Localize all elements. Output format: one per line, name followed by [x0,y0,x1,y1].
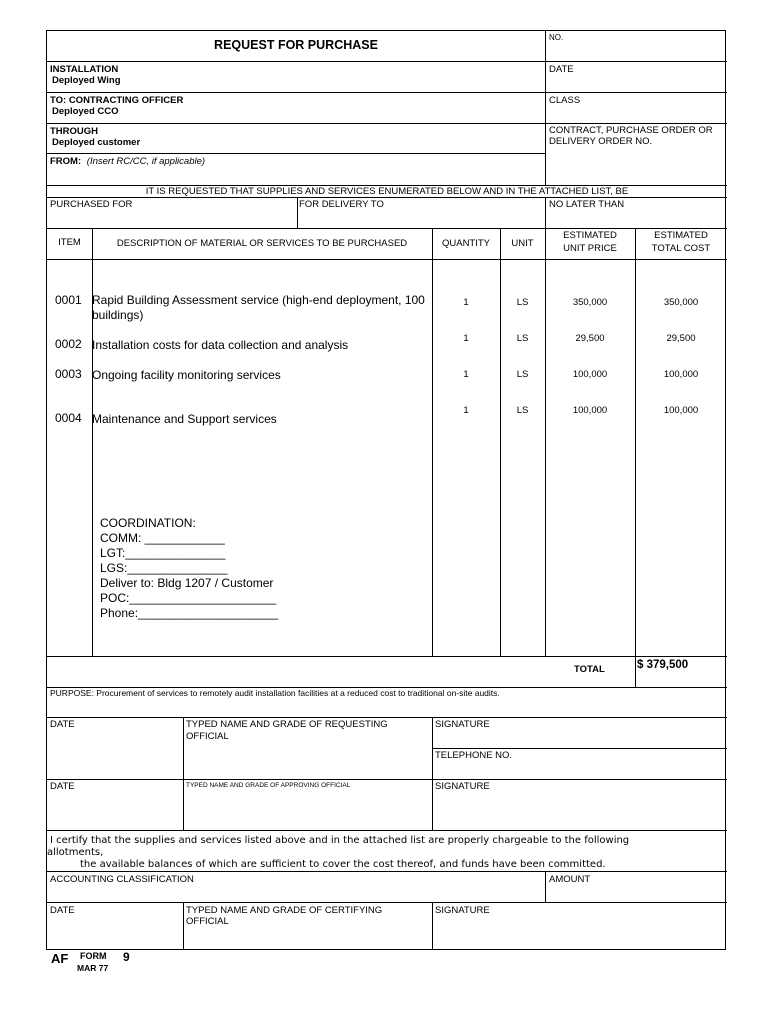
certify-signature-label: SIGNATURE [435,905,490,916]
item-unit-price: 100,000 [572,405,608,416]
item-number: 0002 [55,337,82,351]
request-date-label: DATE [50,719,75,730]
to-label: TO: CONTRACTING OFFICER [50,95,184,106]
item-description: Installation costs for data collection and analysis [92,338,349,352]
unit-column-header: UNIT [511,238,534,249]
item-total: 100,000 [663,369,699,380]
item-number: 0003 [55,367,82,381]
item-unit-price: 350,000 [572,297,608,308]
item-unit: LS [516,333,529,344]
approving-official-label: TYPED NAME AND GRADE OF APPROVING OFFICIAL [186,782,351,789]
coordination-comm[interactable]: COMM: ____________ [100,531,225,545]
unit-price-column-header: ESTIMATED [563,230,617,241]
row-divider [47,228,727,229]
requesting-official-label: TYPED NAME AND GRADE OF REQUESTING [186,719,388,730]
item-number: 0004 [55,411,82,425]
item-quantity: 1 [463,333,469,344]
row-divider [47,871,727,872]
purpose-text[interactable]: PURPOSE: Procurement of services to remotely audit installation facilities at a reduced cost to traditional on-site audits. [50,688,500,698]
coordination-poc[interactable]: POC:______________________ [100,591,277,605]
certification-text: the available balances of which are sufficient to cover the cost thereof, and funds have been committed. [80,859,606,870]
column-divider [635,228,636,656]
column-divider [545,228,546,656]
coordination-title: COORDINATION: [100,516,196,530]
contract-label: CONTRACT, PURCHASE ORDER OR [549,125,713,136]
to-value[interactable]: Deployed CCO [52,106,119,117]
row-divider [432,748,727,749]
coordination-lgt[interactable]: LGT:_______________ [100,546,226,560]
no-label: NO. [549,33,564,42]
row-divider [47,153,545,154]
item-unit-price: 100,000 [572,369,608,380]
accounting-classification-label: ACCOUNTING CLASSIFICATION [50,874,194,885]
coordination-lgs[interactable]: LGS:_______________ [100,561,228,575]
certification-text: allotments, [47,847,104,858]
request-signature-label: SIGNATURE [435,719,490,730]
contract-label: DELIVERY ORDER NO. [549,136,653,147]
column-divider [297,197,298,228]
item-quantity: 1 [463,405,469,416]
item-total: 350,000 [663,297,699,308]
column-divider [635,656,636,687]
total-label: TOTAL [574,664,605,675]
item-quantity: 1 [463,297,469,308]
column-divider [545,871,546,902]
total-cost-column-header: ESTIMATED [654,230,708,241]
total-cost-column-header: TOTAL COST [651,243,711,254]
column-divider [432,902,433,949]
row-divider [545,123,727,124]
item-quantity: 1 [463,369,469,380]
row-divider [47,123,545,124]
unit-price-column-header: UNIT PRICE [563,243,617,254]
row-divider [47,717,727,718]
item-total: 29,500 [666,333,696,344]
item-total: 100,000 [663,405,699,416]
column-divider [500,228,501,656]
certify-date-label: DATE [50,905,75,916]
certification-text: I certify that the supplies and services listed above and in the attached list are properly chargeable to the following [50,835,630,846]
installation-value[interactable]: Deployed Wing [52,75,121,86]
coordination-phone[interactable]: Phone:_____________________ [100,606,279,620]
total-value: $ 379,500 [637,659,689,671]
requesting-official-label: OFFICIAL [186,731,229,742]
item-column-header: ITEM [58,237,81,248]
amount-label: AMOUNT [549,874,591,885]
row-divider [47,656,727,657]
row-divider [47,902,727,903]
item-unit-price: 29,500 [575,333,605,344]
request-statement: IT IS REQUESTED THAT SUPPLIES AND SERVICES ENUMERATED BELOW AND IN THE ATTACHED LIST, BE [145,186,629,197]
installation-label: INSTALLATION [50,64,119,75]
item-unit: LS [516,369,529,380]
coordination-deliver: Deliver to: Bldg 1207 / Customer [100,576,274,590]
column-divider [183,902,184,949]
request-for-purchase-form [46,30,726,950]
column-divider [545,197,546,228]
description-column-header: DESCRIPTION OF MATERIAL OR SERVICES TO BE PURCHASED [116,238,408,249]
item-unit: LS [516,405,529,416]
column-divider [545,31,546,185]
item-description: Ongoing facility monitoring services [92,368,281,382]
telephone-label: TELEPHONE NO. [435,750,513,761]
item-unit: LS [516,297,529,308]
delivery-to-label: FOR DELIVERY TO [299,199,384,210]
from-label: FROM: [50,156,82,167]
row-divider [47,830,727,831]
certifying-official-label: TYPED NAME AND GRADE OF CERTIFYING [186,905,383,916]
from-value: (Insert RC/CC, if applicable) [86,156,206,167]
item-number: 0001 [55,293,82,307]
approval-signature-label: SIGNATURE [435,781,490,792]
no-later-than-label: NO LATER THAN [549,199,625,210]
item-description: Maintenance and Support services [92,412,277,426]
through-value[interactable]: Deployed customer [52,137,141,148]
row-divider [47,779,727,780]
class-label: CLASS [549,95,581,106]
quantity-column-header: QUANTITY [441,238,491,249]
row-divider [47,259,727,260]
row-divider [47,61,727,62]
form-title: REQUEST FOR PURCHASE [214,38,378,52]
purchased-for-label: PURCHASED FOR [50,199,133,210]
af-label: AF [51,951,69,966]
item-description: Rapid Building Assessment service (high-end deployment, 100 buildings) [92,293,425,322]
column-divider [432,717,433,830]
column-divider [183,717,184,830]
row-divider [47,92,727,93]
form-number: 9 [123,950,130,964]
column-divider [432,228,433,656]
certifying-official-label: OFFICIAL [186,916,229,927]
form-date: MAR 77 [77,963,109,973]
date-label: DATE [549,64,574,75]
form-label: FORM [80,951,107,961]
through-label: THROUGH [50,126,99,137]
from-field[interactable] [50,156,205,167]
approval-date-label: DATE [50,781,75,792]
